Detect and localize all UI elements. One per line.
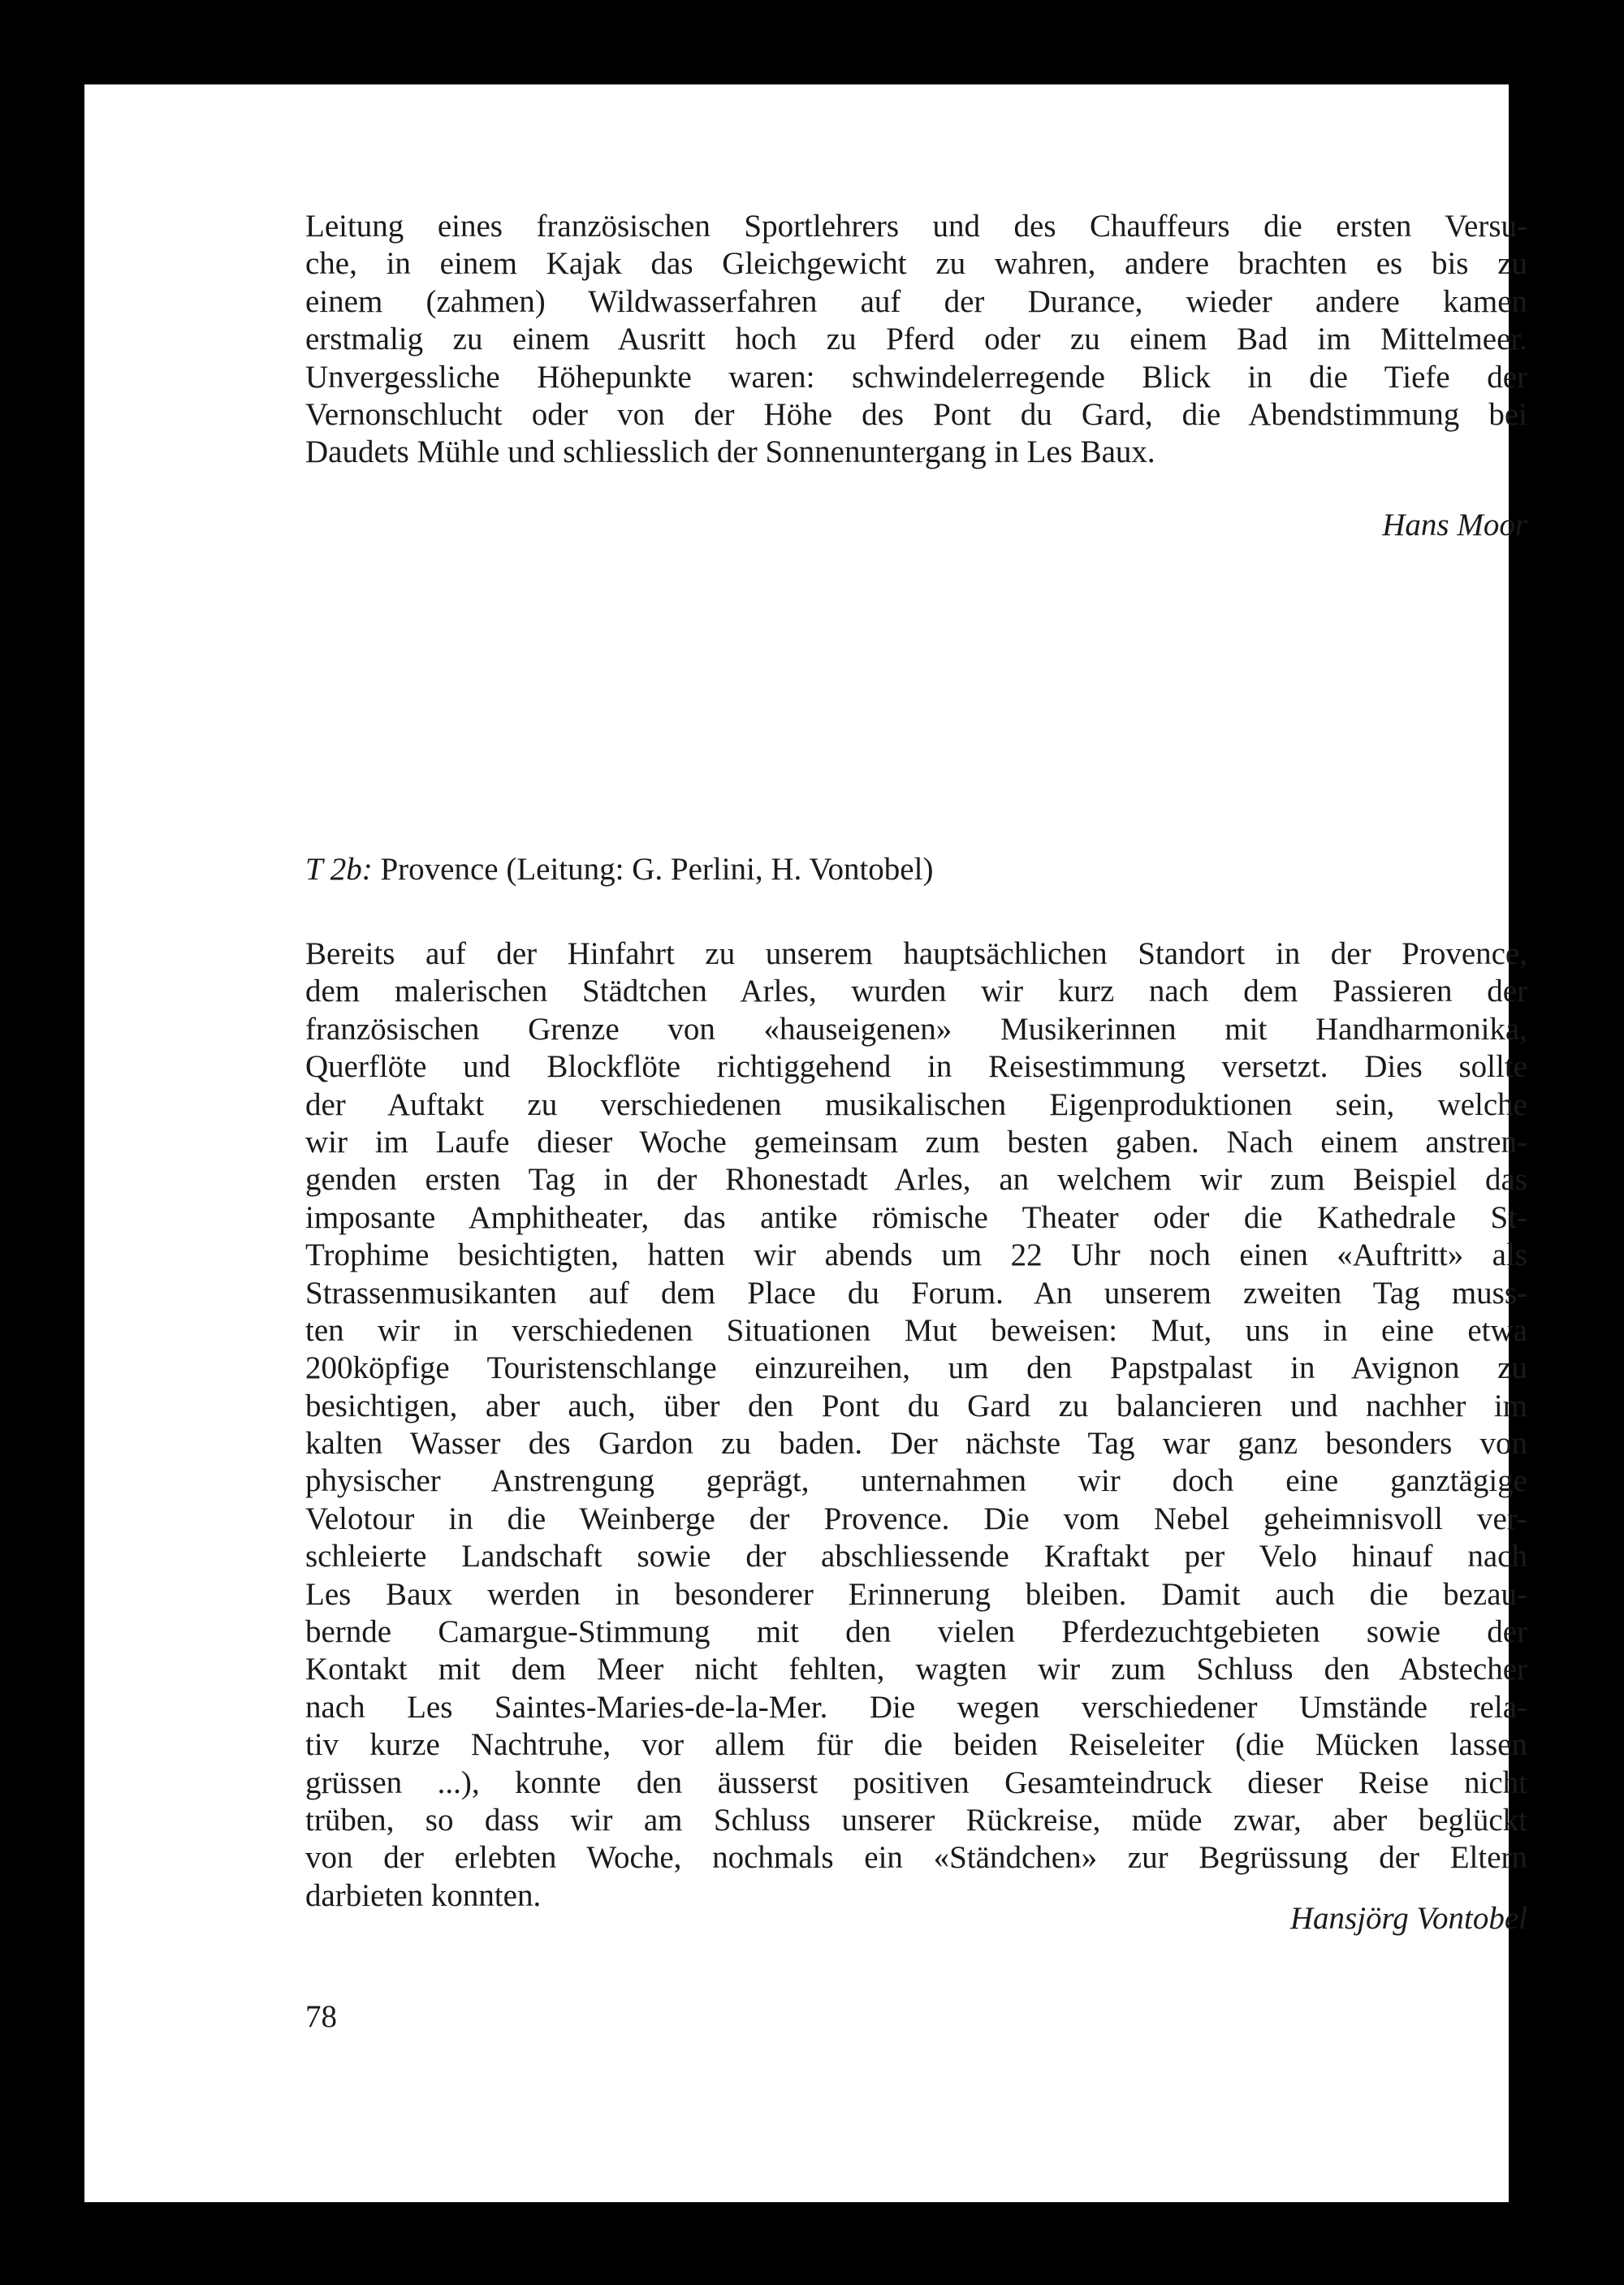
text-line: wir im Laufe dieser Woche gemeinsam zum besten gaben. Nach einem anstren- [305, 1124, 1527, 1160]
text-line: Daudets Mühle und schliesslich der Sonnenuntergang in Les Baux. [305, 434, 1155, 470]
text-line: Kontakt mit dem Meer nicht fehlten, wagten wir zum Schluss den Abstecher [305, 1652, 1527, 1687]
text-line: genden ersten Tag in der Rhonestadt Arles, an welchem wir zum Beispiel das [305, 1162, 1527, 1198]
text-line: einem (zahmen) Wildwasserfahren auf der Durance, wieder andere kamen [305, 283, 1527, 319]
paragraph-1 [305, 208, 1527, 472]
paragraph-2 [305, 935, 1527, 1915]
text-line: trüben, so dass wir am Schluss unserer Rückreise, müde zwar, aber beglückt [305, 1802, 1527, 1838]
text-line: von der erlebten Woche, nochmals ein «Ständchen» zur Begrüssung der Eltern [305, 1840, 1527, 1876]
text-line: Trophime besichtigten, hatten wir abends um 22 Uhr noch einen «Auftritt» als [305, 1238, 1527, 1273]
text-line: ten wir in verschiedenen Situationen Mut beweisen: Mut, uns in eine etwa [305, 1312, 1527, 1348]
text-line: kalten Wasser des Gardon zu baden. Der nächste Tag war ganz besonders von [305, 1426, 1527, 1462]
text-line: darbieten konnten. [305, 1877, 542, 1913]
text-line: che, in einem Kajak das Gleichgewicht zu wahren, andere brachten es bis zu [305, 246, 1527, 282]
section-heading [305, 851, 933, 888]
text-line: Strassenmusikanten auf dem Place du Forum. An unserem zweiten Tag muss- [305, 1275, 1527, 1311]
page-number: 78 [305, 1999, 337, 2034]
text-line: französischen Grenze von «hauseigenen» Musikerinnen mit Handharmonika, [305, 1011, 1527, 1047]
text-line: Vernonschlucht oder von der Höhe des Pont du Gard, die Abendstimmung bei [305, 396, 1527, 432]
text-line: nach Les Saintes-Maries-de-la-Mer. Die wegen verschiedener Umstände rela- [305, 1689, 1527, 1725]
text-line: erstmalig zu einem Ausritt hoch zu Pferd oder zu einem Bad im Mittelmeer. [305, 322, 1527, 357]
author-signature-1: Hans Moor [1382, 508, 1527, 542]
text-line: grüssen ...), konnte den äusserst positiven Gesamteindruck dieser Reise nicht [305, 1765, 1527, 1800]
text-line: bernde Camargue-Stimmung mit den vielen Pferdezuchtgebieten sowie der [305, 1614, 1527, 1650]
text-line: Les Baux werden in besonderer Erinnerung bleiben. Damit auch die bezau- [305, 1576, 1527, 1612]
text-line: 200köpfige Touristenschlange einzureihen, um den Papstpalast in Avignon zu [305, 1350, 1527, 1386]
text-line: imposante Amphitheater, das antike römische Theater oder die Kathedrale St- [305, 1199, 1527, 1235]
text-line: Velotour in die Weinberge der Provence. Die vom Nebel geheimnisvoll ver- [305, 1501, 1527, 1536]
section-code: T 2b: [305, 852, 373, 887]
text-line: Leitung eines französischen Sportlehrers und des Chauffeurs die ersten Versu- [305, 209, 1527, 244]
text-line: der Auftakt zu verschiedenen musikalischen Eigenproduktionen sein, welche [305, 1086, 1527, 1122]
document-page [84, 84, 1527, 2202]
text-line: tiv kurze Nachtruhe, vor allem für die beiden Reiseleiter (die Mücken lassen [305, 1727, 1527, 1763]
author-signature-2: Hansjörg Vontobel [1289, 1901, 1527, 1936]
text-line: Unvergessliche Höhepunkte waren: schwindelerregende Blick in die Tiefe der [305, 359, 1527, 395]
text-line: Querflöte und Blockflöte richtiggehend in Reisestimmung versetzt. Dies sollte [305, 1049, 1527, 1085]
text-line: schleierte Landschaft sowie der abschliessende Kraftakt per Velo hinauf nach [305, 1539, 1527, 1574]
text-line: besichtigen, aber auch, über den Pont du Gard zu balancieren und nachher im [305, 1388, 1527, 1423]
text-line: physischer Anstrengung geprägt, unternahmen wir doch eine ganztägige [305, 1463, 1527, 1499]
text-line: dem malerischen Städtchen Arles, wurden wir kurz nach dem Passieren der [305, 974, 1527, 1009]
text-line: Bereits auf der Hinfahrt zu unserem hauptsächlichen Standort in der Provence, [305, 936, 1527, 971]
section-title: Provence (Leitung: G. Perlini, H. Vontobel) [380, 852, 934, 887]
